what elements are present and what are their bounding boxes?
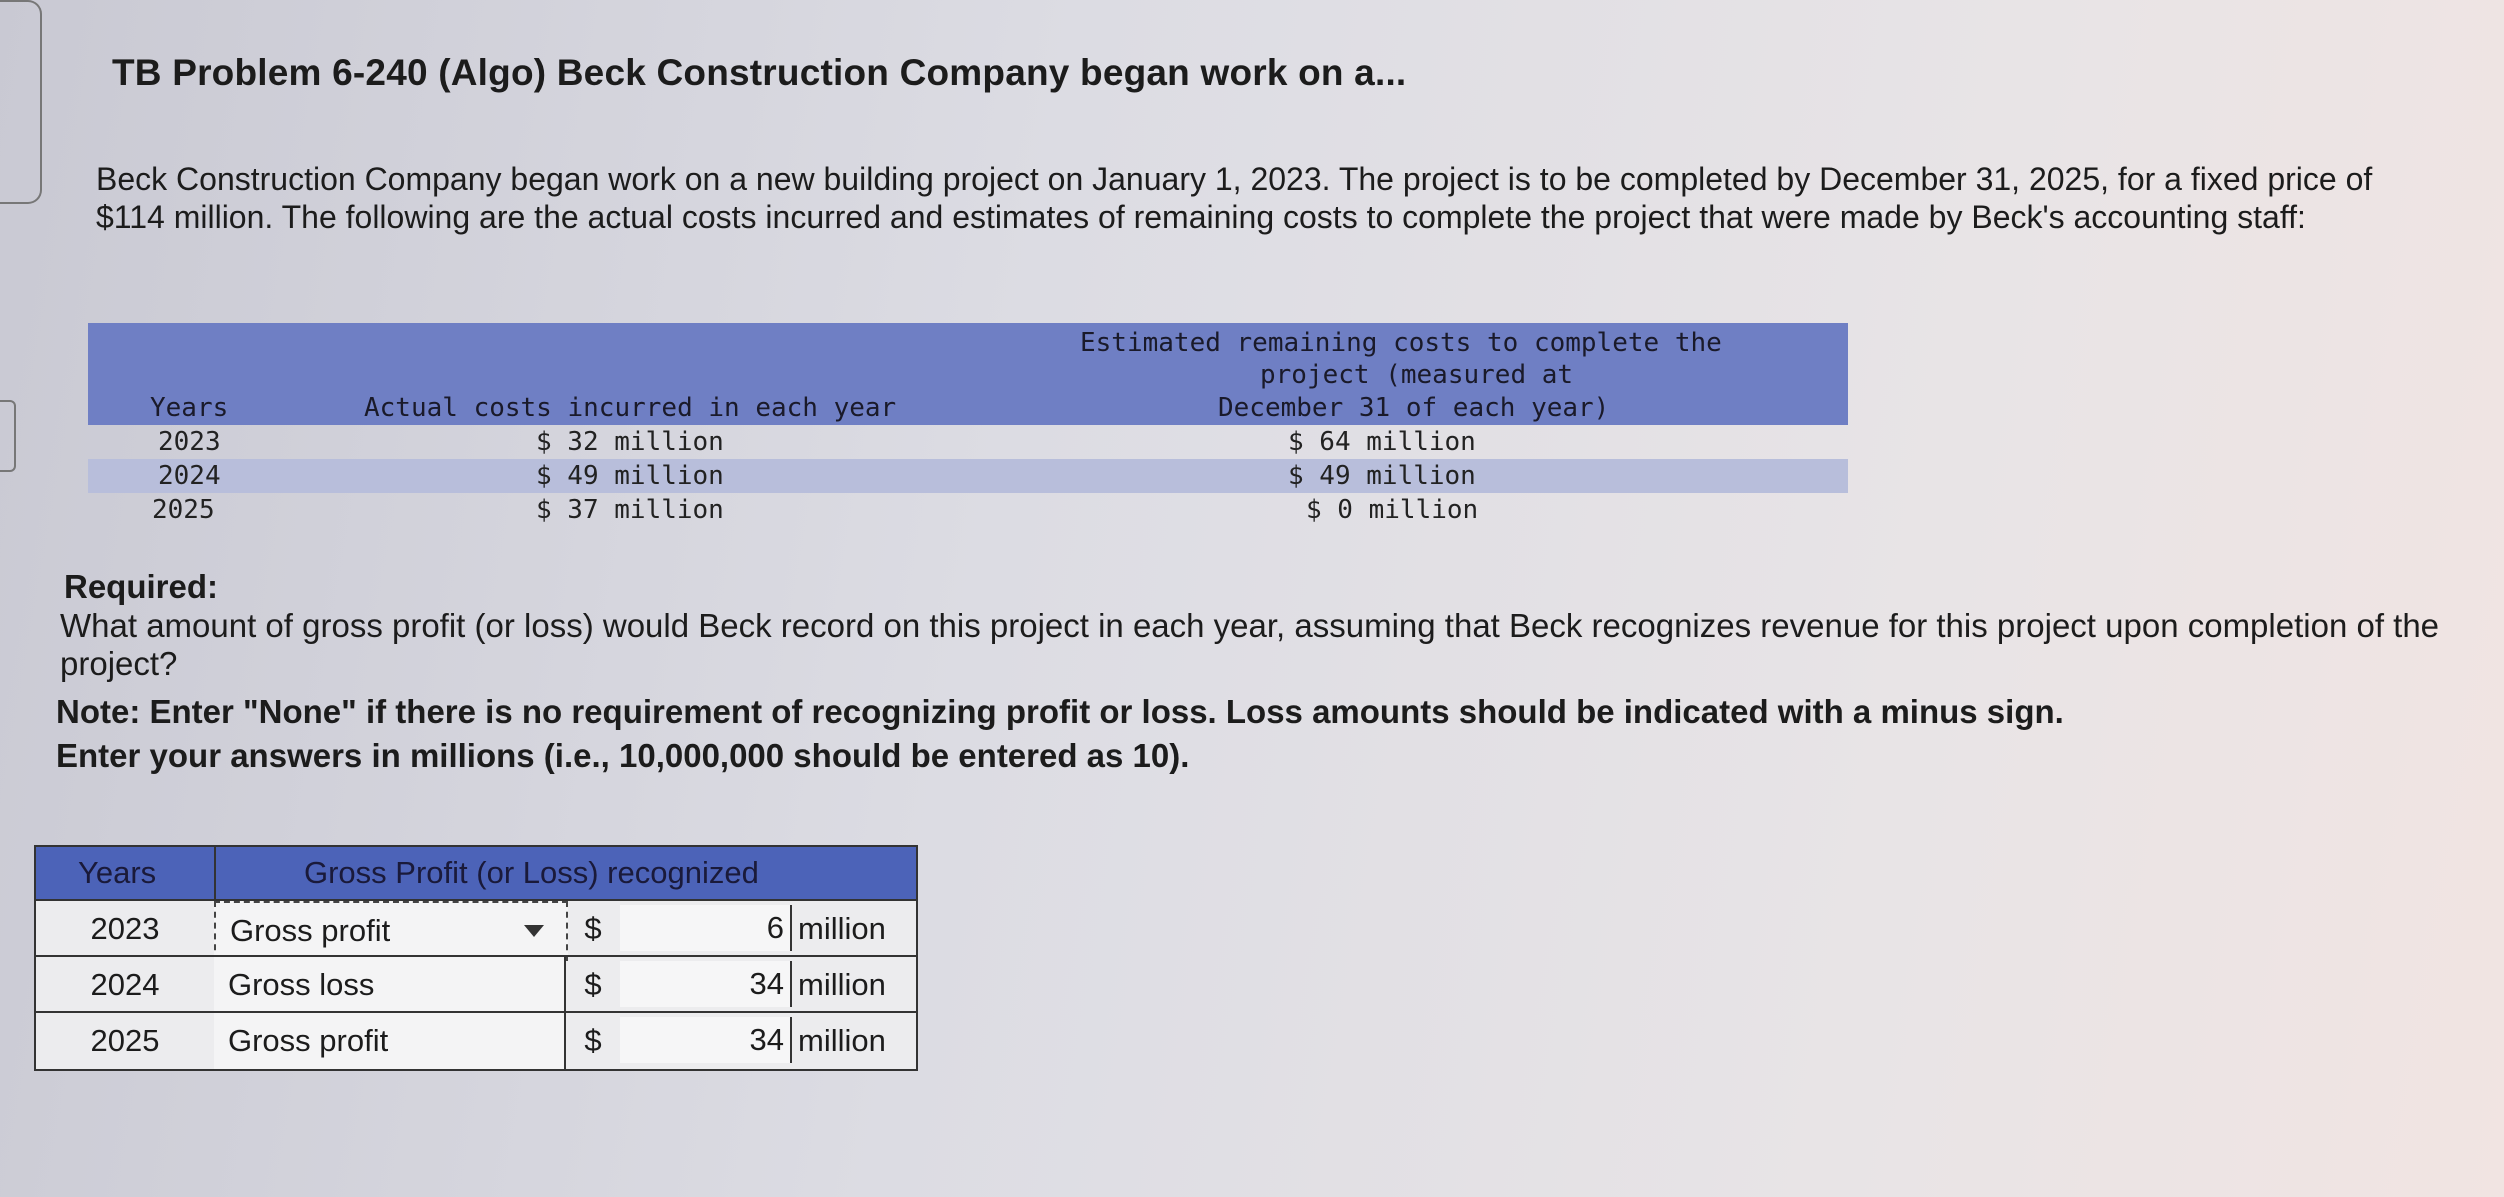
table-row bbox=[88, 425, 1848, 459]
unit-label: million bbox=[798, 967, 886, 1002]
problem-intro: Beck Construction Company began work on a new building project on January 1, 2023. The project is to be completed by December 31, 2025, for a fixed price of $114 million. The following are the actual costs incurred and estimates of remaining costs to complete the project that were made by Beck's accounting staff: bbox=[96, 161, 2373, 235]
row-actual: $ 49 million bbox=[536, 461, 724, 491]
table-row bbox=[36, 955, 916, 1013]
profit-loss-select[interactable] bbox=[214, 901, 568, 961]
answer-table bbox=[34, 845, 918, 1071]
currency-symbol: $ bbox=[584, 911, 602, 946]
header-years: Years bbox=[150, 393, 229, 423]
row-year: 2024 bbox=[158, 461, 221, 491]
row-actual: $ 37 million bbox=[536, 495, 724, 525]
header-estimated-line2: project (measured at bbox=[1260, 360, 1574, 390]
currency-symbol: $ bbox=[584, 1023, 602, 1058]
row-estimated: $ 0 million bbox=[1306, 495, 1479, 525]
required-label: Required: bbox=[64, 568, 219, 605]
row-year: 2023 bbox=[158, 427, 221, 457]
page-title: TB Problem 6-240 (Algo) Beck Construction Company began work on a... bbox=[112, 52, 1407, 93]
answer-year: 2024 bbox=[36, 957, 216, 1013]
amount-input[interactable]: 6 bbox=[620, 905, 792, 951]
unit-label: million bbox=[798, 911, 886, 946]
row-estimated: $ 64 million bbox=[1288, 427, 1476, 457]
required-text: What amount of gross profit (or loss) would Beck record on this project in each year, assuming that Beck recognizes revenue for this project upon completion of the project? bbox=[60, 607, 2440, 682]
profit-loss-select-value: Gross profit bbox=[228, 1023, 389, 1058]
currency-symbol: $ bbox=[584, 967, 602, 1002]
table-row bbox=[88, 459, 1848, 493]
note-line-1: Note: Enter "None" if there is no requirement of recognizing profit or loss. Loss amounts should be indicated with a minus sign. bbox=[56, 693, 2064, 730]
answer-header-years: Years bbox=[78, 855, 157, 890]
profit-loss-select[interactable] bbox=[214, 957, 566, 1013]
header-actual-costs: Actual costs incurred in each year bbox=[364, 393, 897, 423]
unit-label: million bbox=[798, 1023, 886, 1058]
table-row bbox=[36, 1011, 916, 1069]
chevron-down-icon[interactable] bbox=[524, 925, 544, 937]
amount-input[interactable]: 34 bbox=[620, 961, 792, 1007]
answer-note bbox=[56, 690, 2476, 778]
cost-table-header bbox=[88, 323, 1848, 425]
left-edge-tab bbox=[0, 0, 42, 204]
profit-loss-select-value: Gross profit bbox=[230, 913, 391, 948]
note-line-2: Enter your answers in millions (i.e., 10,000,000 should be entered as 10). bbox=[56, 737, 1190, 774]
table-row bbox=[36, 899, 916, 957]
header-estimated-line3: December 31 of each year) bbox=[1218, 393, 1610, 423]
answer-year: 2025 bbox=[36, 1013, 216, 1069]
row-year: 2025 bbox=[152, 495, 215, 525]
row-estimated: $ 49 million bbox=[1288, 461, 1476, 491]
amount-input[interactable]: 34 bbox=[620, 1017, 792, 1063]
row-actual: $ 32 million bbox=[536, 427, 724, 457]
answer-header-gross-profit: Gross Profit (or Loss) recognized bbox=[304, 855, 759, 890]
profit-loss-select-value: Gross loss bbox=[228, 967, 375, 1002]
cost-data-table bbox=[88, 323, 1848, 525]
table-row bbox=[88, 493, 1848, 527]
profit-loss-select[interactable] bbox=[214, 1013, 566, 1069]
answer-table-header bbox=[36, 847, 916, 899]
answer-year: 2023 bbox=[36, 901, 216, 957]
left-edge-marker bbox=[0, 400, 16, 472]
header-estimated-line1: Estimated remaining costs to complete the bbox=[1080, 328, 1722, 358]
